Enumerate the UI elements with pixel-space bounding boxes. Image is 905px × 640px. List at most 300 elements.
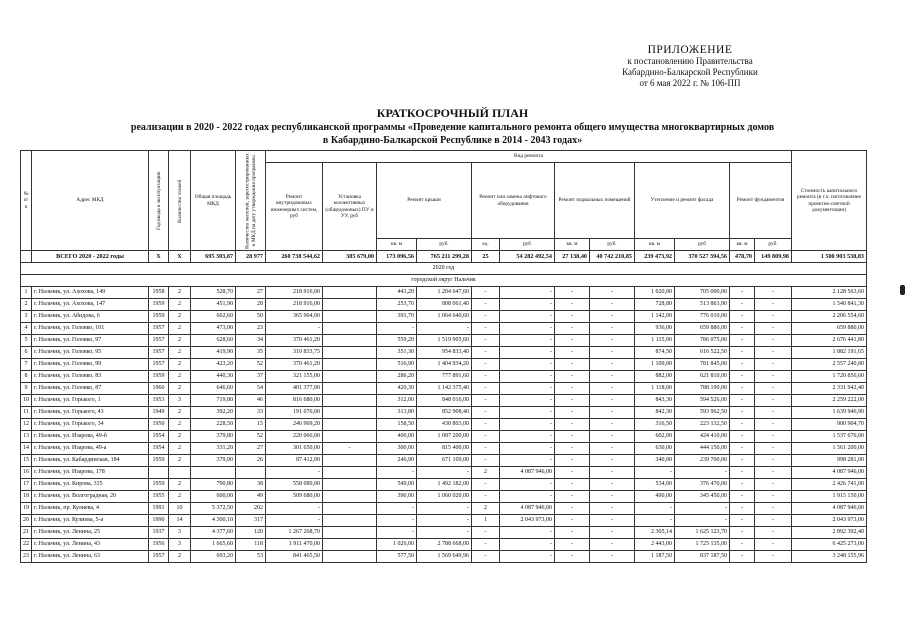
table-cell: 2 305,14 bbox=[635, 527, 675, 539]
header-roof: Ремонт крыши bbox=[377, 163, 472, 239]
table-cell bbox=[323, 431, 377, 443]
table-cell: - bbox=[590, 383, 635, 395]
table-cell: 1 267 268,70 bbox=[266, 527, 323, 539]
table-cell: - bbox=[555, 347, 590, 359]
unit-m2: кв. м bbox=[730, 239, 755, 251]
table-cell: - bbox=[755, 431, 792, 443]
table-cell: - bbox=[472, 479, 500, 491]
table-cell: 6 bbox=[21, 347, 32, 359]
table-cell: 38 bbox=[236, 479, 266, 491]
table-cell: 220 066,00 bbox=[266, 431, 323, 443]
table-cell: 954 833,40 bbox=[417, 347, 472, 359]
table-cell: 2 331 942,40 bbox=[792, 383, 867, 395]
table-cell: - bbox=[730, 407, 755, 419]
table-cell: 1 060 020,00 bbox=[417, 491, 472, 503]
table-cell: 1959 bbox=[149, 455, 169, 467]
table-cell: 376 470,00 bbox=[675, 479, 730, 491]
table-cell: - bbox=[555, 323, 590, 335]
table-cell: - bbox=[730, 323, 755, 335]
table-row bbox=[21, 443, 867, 455]
table-cell: 2 bbox=[169, 407, 191, 419]
table-cell bbox=[323, 467, 377, 479]
table-cell: 1953 bbox=[149, 395, 169, 407]
table-cell: 16 bbox=[21, 467, 32, 479]
table-row bbox=[21, 467, 867, 479]
table-cell: 2 bbox=[472, 467, 500, 479]
table-cell: 1957 bbox=[149, 323, 169, 335]
address-cell: г. Нальчик, пр. Кулиева, 4 bbox=[32, 503, 149, 515]
table-row bbox=[21, 503, 867, 515]
table-cell: 874,50 bbox=[635, 347, 675, 359]
address-cell: г. Нальчик, ул. Ахохова, 149 bbox=[32, 287, 149, 299]
table-cell: 1 bbox=[21, 287, 32, 299]
table-cell: - bbox=[500, 359, 555, 371]
table-cell: 14 bbox=[21, 443, 32, 455]
address-cell: г. Нальчик, ул. Ленина, 25 bbox=[32, 527, 149, 539]
table-row bbox=[21, 527, 867, 539]
table-cell bbox=[323, 491, 377, 503]
table-cell: 5 bbox=[21, 335, 32, 347]
appendix-line: Кабардино-Балкарской Республики bbox=[622, 67, 758, 77]
table-cell: 790,80 bbox=[191, 479, 236, 491]
table-cell bbox=[323, 455, 377, 467]
table-cell: - bbox=[555, 479, 590, 491]
table-cell: 331,20 bbox=[191, 443, 236, 455]
table-cell: - bbox=[555, 395, 590, 407]
table-cell: - bbox=[755, 527, 792, 539]
table-cell: 998 281,00 bbox=[792, 455, 867, 467]
table-cell: 118 bbox=[236, 539, 266, 551]
total-cell: 27 138,40 bbox=[555, 251, 590, 263]
table-cell: 2 bbox=[169, 479, 191, 491]
table-cell: 473,00 bbox=[191, 323, 236, 335]
table-cell: 1957 bbox=[149, 359, 169, 371]
table-cell: 1957 bbox=[149, 551, 169, 563]
table-cell: - bbox=[377, 323, 417, 335]
table-cell: - bbox=[635, 515, 675, 527]
table-cell: 602,00 bbox=[635, 431, 675, 443]
table-cell: 1959 bbox=[149, 311, 169, 323]
table-cell: 659 880,00 bbox=[792, 323, 867, 335]
header-elevator: Ремонт или замена лифтового оборудования bbox=[472, 163, 555, 239]
table-cell: 52 bbox=[236, 359, 266, 371]
table-cell bbox=[323, 515, 377, 527]
table-cell: - bbox=[500, 287, 555, 299]
table-cell: 87 412,00 bbox=[266, 455, 323, 467]
table-cell: - bbox=[755, 359, 792, 371]
header-area: Общая площадь МКД bbox=[191, 151, 236, 251]
table-cell: 316,50 bbox=[635, 419, 675, 431]
table-cell: 239 700,00 bbox=[675, 455, 730, 467]
table-cell: 1949 bbox=[149, 407, 169, 419]
table-cell: 2 bbox=[21, 299, 32, 311]
table-cell: 900 904,70 bbox=[792, 419, 867, 431]
table-cell: - bbox=[555, 419, 590, 431]
table-cell: 28 bbox=[236, 299, 266, 311]
table-cell: 776 010,00 bbox=[675, 311, 730, 323]
table-cell: - bbox=[472, 359, 500, 371]
table-cell: - bbox=[675, 467, 730, 479]
table-cell: 2 892 392,40 bbox=[792, 527, 867, 539]
table-cell: 7 bbox=[21, 359, 32, 371]
unit-pcs: ед. bbox=[472, 239, 500, 251]
table-cell: 616 522,50 bbox=[675, 347, 730, 359]
table-cell: 808 061,40 bbox=[417, 299, 472, 311]
table-cell bbox=[236, 467, 266, 479]
table-cell: - bbox=[590, 335, 635, 347]
address-cell: г. Нальчик, ул. Головко, 87 bbox=[32, 383, 149, 395]
table-cell bbox=[323, 527, 377, 539]
table-cell: 2 bbox=[169, 491, 191, 503]
table-cell bbox=[323, 539, 377, 551]
table-cell: 2 bbox=[169, 287, 191, 299]
table-cell: - bbox=[500, 371, 555, 383]
table-cell: 842,30 bbox=[635, 407, 675, 419]
table-cell: 1 639 946,90 bbox=[792, 407, 867, 419]
table-cell: - bbox=[755, 407, 792, 419]
table-cell: 50 bbox=[236, 311, 266, 323]
table-cell: 15 bbox=[236, 419, 266, 431]
table-cell: - bbox=[590, 479, 635, 491]
table-cell: 3 bbox=[21, 311, 32, 323]
table-cell: 1 492 182,00 bbox=[417, 479, 472, 491]
total-cell: 260 738 544,62 bbox=[266, 251, 323, 263]
table-cell: - bbox=[555, 467, 590, 479]
table-cell: - bbox=[755, 455, 792, 467]
table-cell: - bbox=[500, 431, 555, 443]
table-row bbox=[21, 407, 867, 419]
table-cell: 2 bbox=[472, 503, 500, 515]
table-cell: 816 680,00 bbox=[266, 395, 323, 407]
table-cell: 2 bbox=[169, 335, 191, 347]
table-cell: 671 169,00 bbox=[417, 455, 472, 467]
table-cell: 4 087 946,00 bbox=[500, 503, 555, 515]
table-cell: 286,20 bbox=[377, 371, 417, 383]
table-cell: - bbox=[472, 371, 500, 383]
table-cell: 390,00 bbox=[377, 491, 417, 503]
table-cell: 1 187,50 bbox=[635, 551, 675, 563]
table-cell: 3 bbox=[169, 527, 191, 539]
table-cell: - bbox=[377, 467, 417, 479]
table-cell: 400,00 bbox=[377, 431, 417, 443]
table-cell: 1 665,60 bbox=[191, 539, 236, 551]
table-cell bbox=[323, 347, 377, 359]
table-cell bbox=[323, 479, 377, 491]
table-cell: 2 bbox=[169, 371, 191, 383]
table-cell: - bbox=[472, 455, 500, 467]
table-cell: 1 204 647,60 bbox=[417, 287, 472, 299]
table-cell: - bbox=[730, 371, 755, 383]
table-cell: 53 bbox=[236, 551, 266, 563]
table-cell: 600,00 bbox=[191, 491, 236, 503]
table-cell bbox=[323, 335, 377, 347]
table-cell: 37 bbox=[236, 371, 266, 383]
table-cell: - bbox=[472, 539, 500, 551]
table-cell: 2 259 222,00 bbox=[792, 395, 867, 407]
table-cell: - bbox=[555, 539, 590, 551]
header-internal: Ремонт внутридомовых инженерных систем, руб bbox=[266, 163, 323, 251]
appendix-block bbox=[570, 44, 810, 89]
table-cell: 1 720 856,60 bbox=[792, 371, 867, 383]
table-cell: 2 128 563,60 bbox=[792, 287, 867, 299]
header-works: Вид ремонта bbox=[266, 151, 792, 163]
table-cell: 49 bbox=[236, 491, 266, 503]
table-cell: 430 803,00 bbox=[417, 419, 472, 431]
table-cell: 1 519 905,60 bbox=[417, 335, 472, 347]
table-cell: 1 625 123,70 bbox=[675, 527, 730, 539]
total-cell: 765 211 299,28 bbox=[417, 251, 472, 263]
table-cell: 1991 bbox=[149, 503, 169, 515]
table-cell: 1954 bbox=[149, 431, 169, 443]
table-cell: - bbox=[730, 347, 755, 359]
table-cell: 3 bbox=[169, 539, 191, 551]
table-cell: 20 bbox=[21, 515, 32, 527]
address-cell: г. Нальчик, ул. Волгоградная, 20 bbox=[32, 491, 149, 503]
table-cell: 191 076,00 bbox=[266, 407, 323, 419]
table-cell: 549,00 bbox=[377, 479, 417, 491]
table-cell: - bbox=[755, 323, 792, 335]
table-cell: - bbox=[730, 527, 755, 539]
table-cell: - bbox=[555, 491, 590, 503]
year-row bbox=[21, 263, 867, 275]
unit-rub: руб bbox=[675, 239, 730, 251]
address-cell: г. Нальчик, ул. Ахохова, 147 bbox=[32, 299, 149, 311]
table-cell: - bbox=[377, 503, 417, 515]
table-cell: - bbox=[755, 311, 792, 323]
table-cell: 17 bbox=[21, 479, 32, 491]
table-cell: 6 425 273,00 bbox=[792, 539, 867, 551]
table-cell: 513 863,90 bbox=[675, 299, 730, 311]
table-cell: - bbox=[590, 539, 635, 551]
table-cell: 2 426 741,00 bbox=[792, 479, 867, 491]
address-cell: г. Нальчик, ул. Абидова, 6 bbox=[32, 311, 149, 323]
table-cell: 423,20 bbox=[191, 359, 236, 371]
table-cell: - bbox=[730, 335, 755, 347]
table-cell: 558 089,00 bbox=[266, 479, 323, 491]
table-cell: - bbox=[590, 551, 635, 563]
table-cell: - bbox=[730, 395, 755, 407]
table-cell: 444 150,00 bbox=[675, 443, 730, 455]
address-cell: г. Нальчик, ул. Головко, 95 bbox=[32, 347, 149, 359]
table-row bbox=[21, 551, 867, 563]
table-cell: 379,80 bbox=[191, 431, 236, 443]
table-cell: 2 557 240,80 bbox=[792, 359, 867, 371]
address-cell: г. Нальчик, ул. Ленина, 43 bbox=[32, 539, 149, 551]
table-cell: 1959 bbox=[149, 299, 169, 311]
table-cell: - bbox=[555, 407, 590, 419]
table-cell: - bbox=[755, 479, 792, 491]
table-cell: 345 450,00 bbox=[675, 491, 730, 503]
table-cell: - bbox=[675, 515, 730, 527]
table-cell: 1 142 375,40 bbox=[417, 383, 472, 395]
table-cell bbox=[323, 551, 377, 563]
table-cell: 1 109,00 bbox=[635, 359, 675, 371]
table-cell: 621 810,00 bbox=[675, 371, 730, 383]
table-cell: 22 bbox=[21, 539, 32, 551]
table-cell: 1990 bbox=[149, 515, 169, 527]
table-cell: - bbox=[323, 443, 377, 455]
table-cell: 19 bbox=[21, 503, 32, 515]
table-cell: 1957 bbox=[149, 335, 169, 347]
table-cell: 843,30 bbox=[635, 395, 675, 407]
total-cell: Х bbox=[149, 251, 169, 263]
table-cell: 4 300,10 bbox=[191, 515, 236, 527]
table-cell: 2 bbox=[169, 311, 191, 323]
table-cell bbox=[323, 359, 377, 371]
table-cell: 848 016,00 bbox=[417, 395, 472, 407]
table-cell: 1 087 200,00 bbox=[417, 431, 472, 443]
table-cell: 2 bbox=[169, 551, 191, 563]
district-row bbox=[21, 275, 867, 287]
table-cell: - bbox=[755, 299, 792, 311]
table-cell: 646,60 bbox=[191, 383, 236, 395]
total-cell: 239 473,92 bbox=[635, 251, 675, 263]
total-cell: 1 500 903 538,83 bbox=[792, 251, 867, 263]
table-cell: 15 bbox=[21, 455, 32, 467]
table-cell: 1 915 150,00 bbox=[792, 491, 867, 503]
table-cell: - bbox=[500, 419, 555, 431]
table-cell: 420,30 bbox=[377, 383, 417, 395]
table-cell: - bbox=[590, 347, 635, 359]
unit-m2: кв. м bbox=[635, 239, 675, 251]
table-cell: 2 676 441,80 bbox=[792, 335, 867, 347]
table-cell: - bbox=[417, 467, 472, 479]
address-cell: г. Нальчик, ул. Головко, 99 bbox=[32, 359, 149, 371]
total-cell: 40 742 210,85 bbox=[590, 251, 635, 263]
address-cell: г. Нальчик, ул. Головко, 97 bbox=[32, 335, 149, 347]
table-cell bbox=[323, 323, 377, 335]
table-cell: 23 bbox=[236, 323, 266, 335]
total-cell: 478,70 bbox=[730, 251, 755, 263]
table-cell: - bbox=[417, 503, 472, 515]
table-cell: 1960 bbox=[149, 383, 169, 395]
table-cell: - bbox=[730, 419, 755, 431]
plan-subtitle: в Кабардино-Балкарской Республике в 2014 - 2043 годах» bbox=[322, 135, 583, 146]
table-cell: 218 916,00 bbox=[266, 287, 323, 299]
table-cell: 365 904,00 bbox=[266, 311, 323, 323]
table-cell: 4 087 946,00 bbox=[500, 467, 555, 479]
table-cell: 370 461,20 bbox=[266, 335, 323, 347]
table-cell: - bbox=[755, 419, 792, 431]
total-cell: 695 303,87 bbox=[191, 251, 236, 263]
address-cell: г. Нальчик, ул. Кулиева, 5-а bbox=[32, 515, 149, 527]
table-cell: - bbox=[472, 323, 500, 335]
total-cell: Х bbox=[169, 251, 191, 263]
table-cell: 777 891,60 bbox=[417, 371, 472, 383]
table-cell: 10 bbox=[169, 503, 191, 515]
table-cell: 379,90 bbox=[191, 455, 236, 467]
table-cell: 46 bbox=[236, 395, 266, 407]
table-cell: - bbox=[555, 443, 590, 455]
table-cell: 4 bbox=[21, 323, 32, 335]
table-cell: 602,60 bbox=[191, 311, 236, 323]
total-cell: 370 527 394,56 bbox=[675, 251, 730, 263]
table-cell: 1 569 649,96 bbox=[417, 551, 472, 563]
table-cell: - bbox=[755, 443, 792, 455]
table-cell: 1 404 934,20 bbox=[417, 359, 472, 371]
total-label: ВСЕГО 2020 - 2022 годы bbox=[32, 251, 149, 263]
table-cell: 2 043 973,00 bbox=[500, 515, 555, 527]
appendix-date: от 6 мая 2022 г. № 106-ПП bbox=[639, 78, 741, 88]
table-row bbox=[21, 395, 867, 407]
table-cell: 1 115,00 bbox=[635, 335, 675, 347]
table-cell: 559,20 bbox=[377, 335, 417, 347]
table-cell: - bbox=[555, 299, 590, 311]
table-cell: - bbox=[755, 395, 792, 407]
table-cell: - bbox=[755, 371, 792, 383]
table-cell: 401 377,00 bbox=[266, 383, 323, 395]
table-cell: - bbox=[590, 443, 635, 455]
table-row bbox=[21, 323, 867, 335]
table-cell: 3 bbox=[169, 395, 191, 407]
table-cell: - bbox=[500, 455, 555, 467]
table-cell bbox=[323, 395, 377, 407]
address-cell: г. Нальчик, ул. Изарова, 49-а bbox=[32, 443, 149, 455]
table-cell: - bbox=[500, 323, 555, 335]
table-cell: - bbox=[730, 551, 755, 563]
table-cell: - bbox=[730, 491, 755, 503]
table-cell: - bbox=[590, 299, 635, 311]
table-cell: 659 880,00 bbox=[675, 323, 730, 335]
table-cell: - bbox=[555, 515, 590, 527]
table-cell: - bbox=[472, 311, 500, 323]
table-cell: 1 882 191,65 bbox=[792, 347, 867, 359]
table-cell: 2 bbox=[169, 383, 191, 395]
table-cell: 2 bbox=[169, 443, 191, 455]
table-cell: 1937 bbox=[149, 527, 169, 539]
table-cell: 1958 bbox=[149, 287, 169, 299]
table-cell: - bbox=[472, 551, 500, 563]
table-cell: 419,90 bbox=[191, 347, 236, 359]
table-cell bbox=[323, 371, 377, 383]
table-cell: 1 725 135,00 bbox=[675, 539, 730, 551]
table-cell: - bbox=[555, 455, 590, 467]
address-cell: г. Нальчик, ул. Горького, 43 bbox=[32, 407, 149, 419]
address-cell: г. Нальчик, ул. Ленина, 63 bbox=[32, 551, 149, 563]
table-cell: 4 087 946,00 bbox=[792, 503, 867, 515]
table-cell bbox=[323, 419, 377, 431]
table-cell: 5 372,50 bbox=[191, 503, 236, 515]
table-cell: - bbox=[590, 467, 635, 479]
table-cell: 630,00 bbox=[635, 443, 675, 455]
district-label: городской округ Нальчик bbox=[21, 275, 867, 287]
table-cell: - bbox=[500, 491, 555, 503]
table-cell: - bbox=[590, 287, 635, 299]
table-cell: 451,90 bbox=[191, 299, 236, 311]
table-cell: 27 bbox=[236, 287, 266, 299]
table-cell: 728,80 bbox=[635, 299, 675, 311]
header-foundation: Ремонт фундаментов bbox=[730, 163, 792, 239]
appendix-line: к постановлению Правительства bbox=[627, 56, 753, 66]
table-cell: 534,00 bbox=[635, 479, 675, 491]
table-cell: - bbox=[755, 491, 792, 503]
table-cell: - bbox=[555, 383, 590, 395]
table-cell: 1 026,00 bbox=[377, 539, 417, 551]
table-cell: 440,30 bbox=[191, 371, 236, 383]
table-cell: - bbox=[590, 503, 635, 515]
table-cell: - bbox=[590, 407, 635, 419]
table-cell: - bbox=[555, 311, 590, 323]
table-cell: - bbox=[417, 515, 472, 527]
table-cell: 12 bbox=[21, 419, 32, 431]
total-cell: 173 096,56 bbox=[377, 251, 417, 263]
table-cell: 223 132,50 bbox=[675, 419, 730, 431]
table-cell: - bbox=[590, 527, 635, 539]
table-cell: 628,60 bbox=[191, 335, 236, 347]
table-cell: - bbox=[755, 503, 792, 515]
table-row bbox=[21, 371, 867, 383]
table-cell: - bbox=[472, 491, 500, 503]
